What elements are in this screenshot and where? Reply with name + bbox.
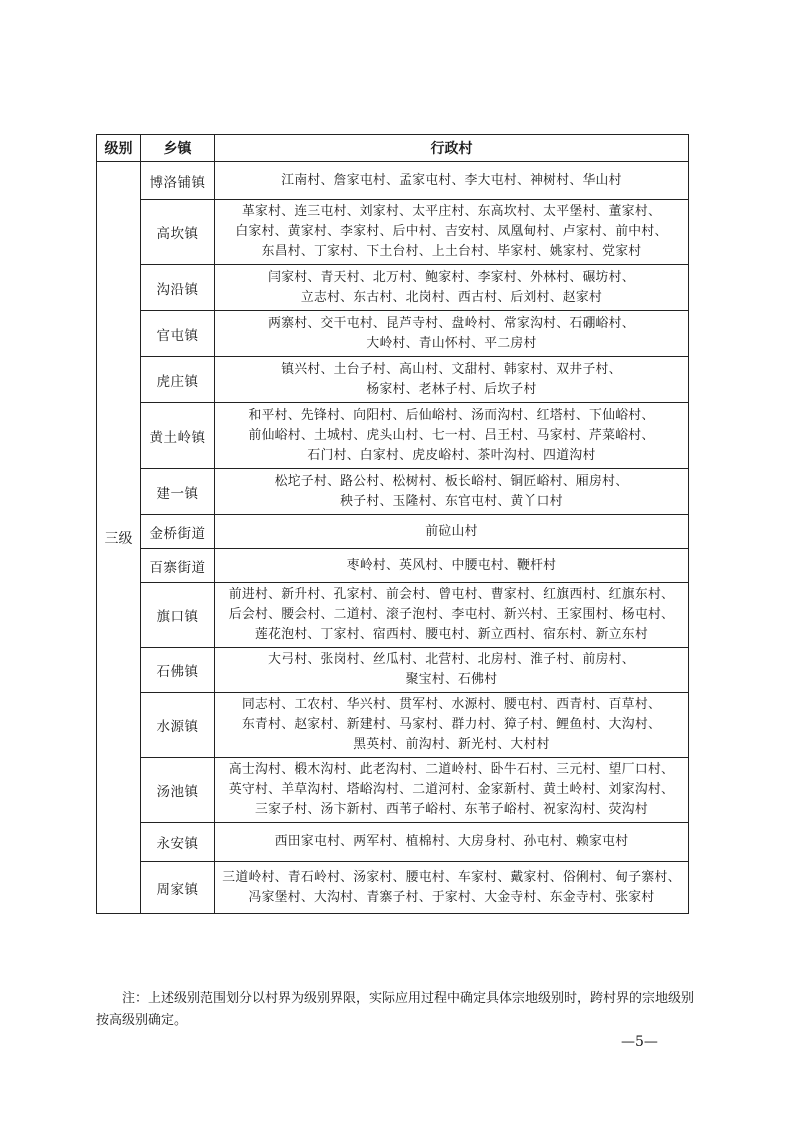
villages-cell [215, 648, 689, 693]
town-cell: 官屯镇 [141, 311, 215, 357]
table-row [97, 862, 689, 914]
village-line: 松坨子村、路公村、松树村、板长峪村、铜匠峪村、厢房村、 [274, 473, 629, 489]
village-line: 高士沟村、椴木沟村、此老沟村、二道岭村、卧牛石村、三元村、望厂口村、 [228, 762, 675, 777]
village-line: 闫家村、青天村、北万村、鲍家村、李家村、外林村、碾坊村、 [268, 269, 635, 285]
table-row [97, 403, 689, 469]
town-cell: 沟沿镇 [141, 265, 215, 311]
village-line: 江南村、詹家屯村、孟家屯村、李大屯村、神树村、华山村 [281, 172, 622, 188]
villages-cell [215, 357, 689, 403]
village-line: 东昌村、丁家村、下土台村、上土台村、毕家村、姚家村、党家村 [261, 244, 642, 259]
town-cell: 金桥街道 [141, 515, 215, 549]
table-row [97, 758, 689, 823]
table-row [97, 469, 689, 515]
village-line: 英守村、羊草沟村、塔峪沟村、二道河村、金家新村、黄土岭村、刘家沟村、 [228, 782, 675, 797]
village-line: 同志村、工农村、华兴村、贯军村、水源村、腰屯村、西青村、百草村、 [241, 697, 662, 712]
town-cell: 虎庄镇 [141, 357, 215, 403]
village-line: 和平村、先锋村、向阳村、后仙峪村、汤而沟村、红塔村、下仙峪村、 [248, 407, 655, 423]
town-cell: 汤池镇 [141, 758, 215, 823]
villages-cell [215, 200, 689, 265]
town-cell: 博洛铺镇 [141, 162, 215, 200]
table-row [97, 693, 689, 758]
villages-cell [215, 549, 689, 583]
town-cell: 百寨街道 [141, 549, 215, 583]
table-header-row [97, 135, 689, 162]
village-line: 莲花泡村、丁家村、宿西村、腰屯村、新立西村、宿东村、新立东村 [255, 627, 648, 642]
table-row [97, 265, 689, 311]
village-line: 前砬山村 [425, 523, 478, 539]
header-villages: 行政村 [215, 135, 689, 162]
town-cell: 黄土岭镇 [141, 403, 215, 469]
footnote: 注：上述级别范围划分以村界为级别界限，实际应用过程中确定具体宗地级别时，跨村界的宗地级别按高级别确定。 [96, 991, 695, 1028]
table-row [97, 549, 689, 583]
village-line: 黑英村、前沟村、新光村、大村村 [353, 737, 550, 752]
village-line: 前仙峪村、土城村、虎头山村、七一村、吕王村、马家村、芹菜峪村、 [248, 427, 655, 443]
villages-cell [215, 311, 689, 357]
table-row [97, 583, 689, 648]
village-line: 镇兴村、土台子村、高山村、文甜村、韩家村、双井子村、 [281, 361, 622, 377]
table-row [97, 162, 689, 200]
level-cell: 三级 [97, 162, 141, 914]
village-level-table [96, 134, 689, 914]
table-row [97, 357, 689, 403]
header-town: 乡镇 [141, 135, 215, 162]
table-row [97, 200, 689, 265]
village-line: 前进村、新升村、孔家村、前会村、曾屯村、曹家村、红旗西村、红旗东村、 [228, 587, 675, 602]
table-row [97, 648, 689, 693]
table-body [97, 162, 689, 914]
village-line: 西田家屯村、两军村、植棉村、大房身村、孙屯村、赖家屯村 [274, 834, 629, 849]
town-cell: 高坎镇 [141, 200, 215, 265]
village-line: 冯家堡村、大沟村、青寨子村、于家村、大金寺村、东金寺村、张家村 [248, 889, 655, 905]
village-line: 立志村、东古村、北岗村、西古村、后刘村、赵家村 [300, 289, 603, 305]
village-line: 大岭村、青山怀村、平二房村 [366, 335, 537, 351]
village-line: 秧子村、玉隆村、东官屯村、黄丫口村 [340, 493, 563, 509]
village-line: 东青村、赵家村、新建村、马家村、群力村、獐子村、鲤鱼村、大沟村、 [241, 717, 662, 732]
villages-cell [215, 583, 689, 648]
villages-cell [215, 469, 689, 515]
town-cell: 周家镇 [141, 862, 215, 914]
town-cell: 建一镇 [141, 469, 215, 515]
villages-cell [215, 862, 689, 914]
village-line: 三家子村、汤卞新村、西苇子峪村、东苇子峪村、祝家沟村、荧沟村 [255, 802, 648, 817]
village-line: 聚宝村、石佛村 [405, 672, 498, 687]
villages-cell [215, 162, 689, 200]
village-line: 白家村、黄家村、李家村、后中村、吉安村、凤凰甸村、卢家村、前中村、 [235, 224, 668, 239]
village-line: 后会村、腰会村、二道村、滚子泡村、李屯村、新兴村、王家围村、杨屯村、 [228, 607, 675, 622]
villages-cell [215, 758, 689, 823]
town-cell: 水源镇 [141, 693, 215, 758]
villages-cell [215, 403, 689, 469]
villages-cell [215, 265, 689, 311]
village-line: 枣岭村、英风村、中腰屯村、鞭杆村 [346, 557, 557, 573]
village-line: 革家村、连三屯村、刘家村、太平庄村、东高坎村、太平堡村、董家村、 [241, 204, 662, 219]
town-cell: 永安镇 [141, 823, 215, 862]
village-line: 石门村、白家村、虎皮峪村、茶叶沟村、四道沟村 [307, 447, 596, 463]
page-number: —5— [621, 1034, 658, 1050]
town-cell: 石佛镇 [141, 648, 215, 693]
villages-cell [215, 823, 689, 862]
village-line: 两寨村、交干屯村、昆芦寺村、盘岭村、常家沟村、石硼峪村、 [268, 315, 635, 331]
header-level: 级别 [97, 135, 141, 162]
village-line: 杨家村、老林子村、后坎子村 [366, 381, 537, 397]
town-cell: 旗口镇 [141, 583, 215, 648]
village-line: 三道岭村、青石岭村、汤家村、腰屯村、车家村、戴家村、俗俐村、甸子寨村、 [222, 869, 681, 885]
table-row [97, 515, 689, 549]
table-row [97, 823, 689, 862]
table-row [97, 311, 689, 357]
villages-cell [215, 515, 689, 549]
village-line: 大弓村、张岗村、丝瓜村、北营村、北房村、淮子村、前房村、 [268, 652, 635, 667]
villages-cell [215, 693, 689, 758]
